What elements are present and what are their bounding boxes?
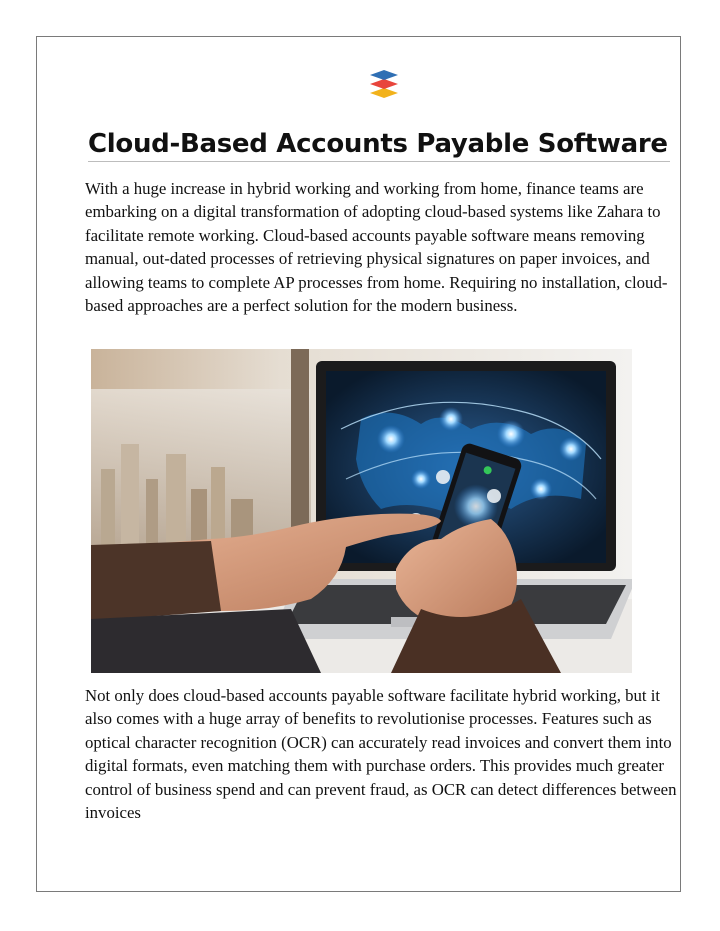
laptop-smartphone-photo bbox=[91, 349, 632, 673]
document-title: Cloud-Based Accounts Payable Software bbox=[88, 128, 670, 162]
benefits-paragraph: Not only does cloud-based accounts payable software facilitate hybrid working, but it also comes with a huge array of benefits to revolutionise processes. Features such as optical character recognition (OCR) can accurately read invoices and convert them into digital formats, even matching them with purchase orders. This provides much greater control of business spend and can prevent fraud, as OCR can detect differences between invoices bbox=[85, 686, 677, 823]
intro-paragraph: With a huge increase in hybrid working and working from home, finance teams are embarking on a digital transformation of adopting cloud-based systems like Zahara to facilitate remote working. Cloud-based accounts payable software means removing manual, out-dated processes of retrieving physical signatures on paper invoices, and allowing teams to complete AP processes from home. Requiring no installation, cloud-based approaches are a perfect solution for the modern business. bbox=[85, 179, 668, 316]
stacked-layers-icon bbox=[368, 66, 400, 100]
